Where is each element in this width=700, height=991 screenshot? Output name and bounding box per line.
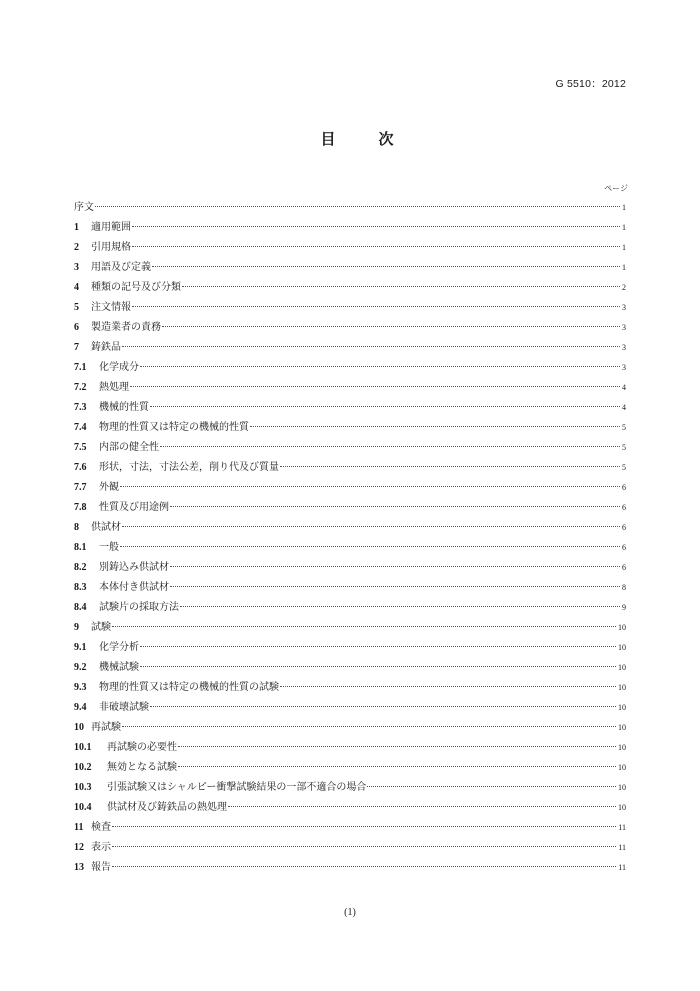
page-title: 目 次	[320, 130, 408, 148]
dot-leader	[180, 606, 620, 607]
toc-entry-number: 9.4	[74, 702, 87, 713]
toc-entry[interactable]	[74, 778, 626, 798]
toc-entry-page: 11	[618, 863, 626, 872]
toc-entry-page: 8	[622, 583, 626, 592]
toc-entry[interactable]	[74, 378, 626, 398]
toc-entry-label: 熱処理	[99, 382, 129, 393]
toc-entry-label: 供試材	[91, 522, 121, 533]
toc-entry-page: 10	[618, 623, 626, 632]
toc-entry-label: 表示	[91, 842, 111, 853]
toc-entry[interactable]	[74, 538, 626, 558]
toc-entry-label: 機械試験	[99, 662, 139, 673]
toc-entry-number: 10.1	[74, 742, 92, 753]
toc-entry-page: 3	[622, 343, 626, 352]
toc-entry-page: 2	[622, 283, 626, 292]
dot-leader	[112, 846, 616, 847]
toc-entry-number: 6	[74, 322, 79, 333]
toc-entry-label: 物理的性質又は特定の機械的性質の試験	[99, 682, 279, 693]
toc-entry[interactable]	[74, 698, 626, 718]
toc-entry-label: 製造業者の責務	[91, 322, 161, 333]
toc-entry[interactable]	[74, 558, 626, 578]
toc-entry-number: 4	[74, 282, 79, 293]
toc-entry-label: 形状，寸法，寸法公差，削り代及び質量	[99, 462, 279, 473]
toc-entry[interactable]	[74, 218, 626, 238]
toc-entry[interactable]	[74, 238, 626, 258]
toc-entry-number: 7.1	[74, 362, 87, 373]
toc-entry-label: 無効となる試験	[107, 762, 177, 773]
toc-entry-number: 7	[74, 342, 79, 353]
toc-entry[interactable]	[74, 858, 626, 878]
toc-entry-label: 化学成分	[99, 362, 139, 373]
toc-entry[interactable]	[74, 458, 626, 478]
toc-entry-page: 4	[622, 403, 626, 412]
toc-entry-number: 7.4	[74, 422, 87, 433]
toc-entry[interactable]	[74, 318, 626, 338]
page-number: (1)	[344, 907, 356, 918]
toc-entry-page: 5	[622, 423, 626, 432]
toc-entry-page: 1	[622, 243, 626, 252]
toc-entry-number: 10.3	[74, 782, 92, 793]
dot-leader	[162, 326, 620, 327]
dot-leader	[150, 706, 616, 707]
dot-leader	[112, 626, 616, 627]
dot-leader	[140, 366, 620, 367]
toc-entry-label: 試験片の採取方法	[99, 602, 179, 613]
toc-entry-label: 注文情報	[91, 302, 131, 313]
toc-entry-label: 本体付き供試材	[99, 582, 169, 593]
toc-entry-page: 10	[618, 723, 626, 732]
toc-entry-page: 11	[618, 823, 626, 832]
toc-entry[interactable]	[74, 598, 626, 618]
toc-entry-label: 引張試験又はシャルピー衝撃試験結果の一部不適合の場合	[107, 782, 367, 793]
toc-entry-label: 内部の健全性	[99, 442, 159, 453]
toc-entry-page: 10	[618, 783, 626, 792]
toc-entry-page: 1	[622, 223, 626, 232]
toc-entry-number: 7.3	[74, 402, 87, 413]
toc-entry-page: 6	[622, 523, 626, 532]
toc-entry-page: 3	[622, 363, 626, 372]
dot-leader	[112, 866, 616, 867]
dot-leader	[122, 346, 620, 347]
dot-leader	[152, 266, 620, 267]
page-column-label: ページ	[604, 184, 628, 193]
toc-entry-page: 1	[622, 203, 626, 212]
toc-entry-label: 試験	[91, 622, 111, 633]
toc-entry-number: 7.7	[74, 482, 87, 493]
toc-entry-label: 一般	[99, 542, 119, 553]
dot-leader	[228, 806, 616, 807]
toc-entry-page: 6	[622, 543, 626, 552]
toc-entry-number: 11	[74, 822, 84, 833]
dot-leader	[132, 246, 620, 247]
toc-entry-label: 外観	[99, 482, 119, 493]
toc-entry[interactable]	[74, 838, 626, 858]
toc-entry-label: 再試験の必要性	[107, 742, 177, 753]
dot-leader	[280, 466, 620, 467]
toc-entry[interactable]	[74, 358, 626, 378]
toc-entry-page: 10	[618, 763, 626, 772]
toc-entry-number: 9.2	[74, 662, 87, 673]
toc-entry-page: 3	[622, 323, 626, 332]
toc-entry-label: 物理的性質又は特定の機械的性質	[99, 422, 249, 433]
toc-entry-page: 9	[622, 603, 626, 612]
dot-leader	[112, 826, 616, 827]
toc-entry-number: 3	[74, 262, 79, 273]
toc-entry[interactable]	[74, 478, 626, 498]
toc-entry-number: 7.5	[74, 442, 87, 453]
toc-entry[interactable]	[74, 498, 626, 518]
toc-entry-number: 10.2	[74, 762, 92, 773]
toc-entry-page: 10	[618, 703, 626, 712]
toc-entry-label: 序文	[74, 202, 94, 213]
toc-entry[interactable]	[74, 678, 626, 698]
dot-leader	[367, 786, 616, 787]
toc-entry[interactable]	[74, 338, 626, 358]
toc-entry-number: 10.4	[74, 802, 92, 813]
toc-entry[interactable]	[74, 258, 626, 278]
toc-entry-label: 適用範囲	[91, 222, 131, 233]
dot-leader	[122, 526, 620, 527]
toc-entry[interactable]	[74, 418, 626, 438]
toc-entry-label: 鋳鉄品	[91, 342, 121, 353]
dot-leader	[132, 226, 620, 227]
dot-leader	[280, 686, 616, 687]
toc-entry-number: 7.6	[74, 462, 87, 473]
toc-entry-number: 7.8	[74, 502, 87, 513]
toc-entry-number: 8.4	[74, 602, 87, 613]
toc-entry-page: 1	[622, 263, 626, 272]
toc-entry-page: 5	[622, 463, 626, 472]
toc-entry-page: 10	[618, 743, 626, 752]
toc-entry-page: 6	[622, 563, 626, 572]
toc-entry-label: 検査	[91, 822, 111, 833]
toc-entry-label: 機械的性質	[99, 402, 149, 413]
toc-entry-page: 6	[622, 503, 626, 512]
toc-entry-label: 用語及び定義	[91, 262, 151, 273]
toc-entry-number: 9.3	[74, 682, 87, 693]
toc-entry-number: 13	[74, 862, 84, 873]
toc-entry-number: 9.1	[74, 642, 87, 653]
toc-entry-page: 4	[622, 383, 626, 392]
document-code: G 5510：2012	[555, 78, 626, 90]
toc-entry-number: 8	[74, 522, 79, 533]
toc-entry-page: 5	[622, 443, 626, 452]
dot-leader	[170, 586, 620, 587]
toc-entry[interactable]	[74, 818, 626, 838]
toc-entry-page: 10	[618, 683, 626, 692]
dot-leader	[132, 306, 620, 307]
toc-entry-label: 引用規格	[91, 242, 131, 253]
dot-leader	[160, 446, 620, 447]
toc-entry[interactable]	[74, 578, 626, 598]
toc-entry-number: 5	[74, 302, 79, 313]
toc-entry-number: 2	[74, 242, 79, 253]
toc-entry-number: 1	[74, 222, 79, 233]
dot-leader	[250, 426, 620, 427]
toc-entry[interactable]	[74, 198, 626, 218]
toc-entry-label: 化学分析	[99, 642, 139, 653]
toc-entry[interactable]	[74, 658, 626, 678]
toc-entry-number: 10	[74, 722, 84, 733]
toc-entry-label: 性質及び用途例	[99, 502, 169, 513]
toc-entry-number: 8.3	[74, 582, 87, 593]
toc-entry-number: 12	[74, 842, 84, 853]
toc-entry-label: 供試材及び鋳鉄品の熱処理	[107, 802, 227, 813]
toc-entry[interactable]	[74, 798, 626, 818]
toc-entry-page: 10	[618, 643, 626, 652]
dot-leader	[122, 726, 616, 727]
toc-entry-number: 8.1	[74, 542, 87, 553]
dot-leader	[140, 666, 616, 667]
toc-entry[interactable]	[74, 278, 626, 298]
toc-entry-label: 別鋳込み供試材	[99, 562, 169, 573]
toc-entry[interactable]	[74, 758, 626, 778]
toc-entry[interactable]	[74, 438, 626, 458]
toc-entry-page: 10	[618, 663, 626, 672]
toc-entry[interactable]	[74, 518, 626, 538]
toc-entry-page: 10	[618, 803, 626, 812]
toc-entry-page: 3	[622, 303, 626, 312]
dot-leader	[120, 486, 620, 487]
dot-leader	[178, 766, 616, 767]
toc-entry-number: 9	[74, 622, 79, 633]
toc-entry-label: 報告	[91, 862, 111, 873]
toc-entry[interactable]	[74, 298, 626, 318]
toc-entry-label: 非破壊試験	[99, 702, 149, 713]
dot-leader	[140, 646, 616, 647]
toc-entry-page: 11	[618, 843, 626, 852]
toc-entry[interactable]	[74, 738, 626, 758]
toc-entry-number: 7.2	[74, 382, 87, 393]
dot-leader	[150, 406, 620, 407]
toc-entry[interactable]	[74, 618, 626, 638]
dot-leader	[182, 286, 620, 287]
toc-entry-page: 6	[622, 483, 626, 492]
toc-entry-number: 8.2	[74, 562, 87, 573]
table-of-contents	[74, 198, 626, 878]
toc-entry-label: 再試験	[91, 722, 121, 733]
dot-leader	[95, 206, 620, 207]
dot-leader	[178, 746, 616, 747]
toc-entry[interactable]	[74, 718, 626, 738]
toc-entry-label: 種類の記号及び分類	[91, 282, 181, 293]
toc-entry[interactable]	[74, 398, 626, 418]
dot-leader	[120, 546, 620, 547]
toc-entry[interactable]	[74, 638, 626, 658]
dot-leader	[130, 386, 620, 387]
dot-leader	[170, 506, 620, 507]
dot-leader	[170, 566, 620, 567]
